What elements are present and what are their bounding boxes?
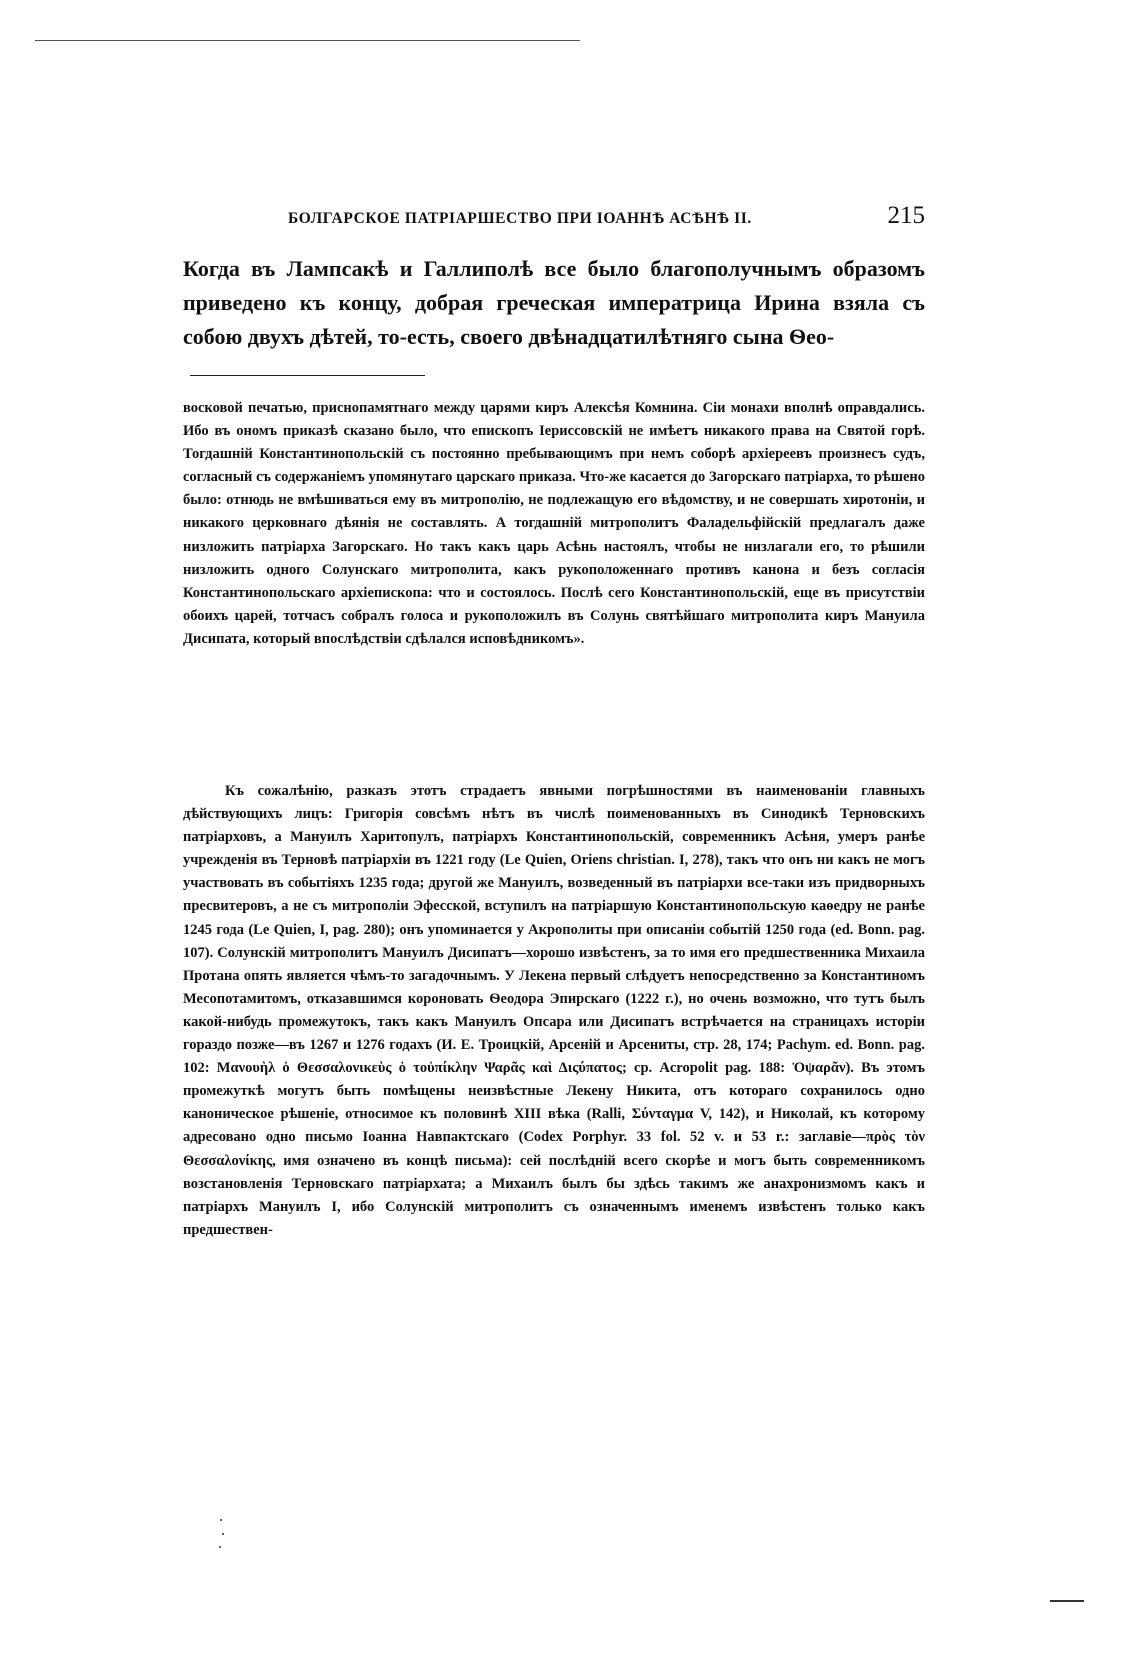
scan-edge-mark bbox=[1050, 1600, 1084, 1602]
footnote-commentary: Къ сожалѣнію, разказъ этотъ страдаетъ явными погрѣшностями въ наименованіи главныхъ дѣйствующихъ лицъ: Григорія совсѣмъ нѣтъ въ числѣ поименованныхъ въ Синодикѣ Терновскихъ патріарховъ, а Мануилъ Харитопулъ, патріархъ Константинопольскій, современникъ Асѣня, умеръ ранѣе учрежденія въ Терновѣ патріархіи въ 1221 году (Le Quien, Oriens christian. I, 278), такъ что онъ ни какъ не могъ участвовать въ событіяхъ 1235 года; другой же Мануилъ, возведенный въ патріархи все-таки изъ придворныхъ пресвитеровъ, а не съ митрополіи Эфесской, вступилъ на патріаршую Константинопольскую каѳедру не ранѣе 1245 года (Le Quien, I, pag. 280); онъ упоминается у Акрополиты при описаніи событій 1250 года (ed. Bonn. pag. 107). Солунскій митрополитъ Мануилъ Дисипатъ—хорошо извѣстенъ, за то имя его предшественника Михаила Протана опять является чѣмъ-то загадочнымъ. У Лекена первый слѣдуетъ непосредственно за Константиномъ Месопотамитомъ, отказавшимся короновать Ѳеодора Эпирскаго (1222 г.), но очень возможно, что тутъ былъ какой-нибудь промежутокъ, такъ какъ Мануилъ Опсара или Дисипатъ встрѣчается на страницахъ исторіи гораздо позже—въ 1267 и 1276 годахъ (И. Е. Троицкій, Арсеній и Арсениты, стр. 28, 174; Pachym. ed. Bonn. pag. 102: Μανουὴλ ὁ Θεσσαλονικεὺς ὁ τοὐπίκλην Ψαρᾶς καὶ Διςύπατος; ср. Acropolit pag. 188: Ὀψαρᾶν). Въ этомъ промежуткѣ могутъ быть помѣщены неизвѣстные Лекену Никита, отъ котораго сохранилось одно каноническое рѣшеніе, относимое къ половинѣ XIII вѣка (Ralli, Σύνταγμα V, 142), и Николай, къ которому адресовано одно письмо Іоанна Навпактскаго (Codex Porphyr. 33 fol. 52 v. и 53 r.: заглавіе—πρὸς τὸν Θεσσαλονίκης, имя означено въ концѣ письма): сей послѣдній всего скорѣе и могъ быть современникомъ возстановленія Терновскаго патріархата; а Михаилъ былъ бы здѣсь такимъ же анахронизмомъ какъ и патріархъ Мануилъ I, ибо Солунскій митрополитъ съ означеннымъ именемъ извѣстенъ только какъ предшествен- bbox=[183, 783, 925, 1238]
page-header bbox=[183, 202, 925, 242]
footnote-separator bbox=[190, 375, 425, 376]
main-paragraph: Когда въ Лампсакѣ и Галлиполѣ все было благополучнымъ образомъ приведено къ концу, добрая греческая императрица Ирина взяла съ собою двухъ дѣтей, то-есть, своего двѣнадцатилѣтняго сына Ѳео- bbox=[183, 256, 925, 349]
page-number: 215 bbox=[887, 202, 925, 229]
footnote-continuation: восковой печатью, приснопамятнаго между царями киръ Алексѣя Комнина. Сіи монахи вполнѣ оправдались. Ибо въ ономъ приказѣ сказано было, что епископъ Іериссовскій не имѣетъ никакого права на Святой горѣ. Тогдашній Константинопольскій съ постоянно пребывающимъ при немъ соборѣ архіереевъ произнесъ судъ, согласный съ содержаніемъ упомянутаго царскаго приказа. Что-же касается до Загорскаго патріарха, то рѣшено было: отнюдь не вмѣшиваться ему въ митрополію, не подлежащую его вѣдомству, и не совершать хиротоніи, и никакого церковнаго дѣянія не составлять. А тогдашній митрополитъ Фаладельфійскій предлагалъ даже низложить патріарха Загорскаго. Но такъ какъ царь Асѣнь настоялъ, чтобы не низлагали его, то рѣшили низложить одного Солунскаго митрополита, какъ рукоположеннаго противъ канона и безъ согласія Константинопольскаго архіепископа: что и состоялось. Послѣ сего Константинопольскій, еще въ присутствіи обоихъ царей, тотчасъ собралъ голоса и рукоположилъ въ Солунь святѣйшаго митрополита киръ Мануила Дисипата, который впослѣдствіи сдѣлался исповѣдникомъ». bbox=[183, 400, 925, 647]
top-rule bbox=[35, 40, 580, 41]
scan-specks bbox=[218, 1515, 230, 1555]
running-title: БОЛГАРСКОЕ ПАТРІАРШЕСТВО ПРИ ІОАННѢ АСѢНѢ II. bbox=[288, 210, 752, 227]
